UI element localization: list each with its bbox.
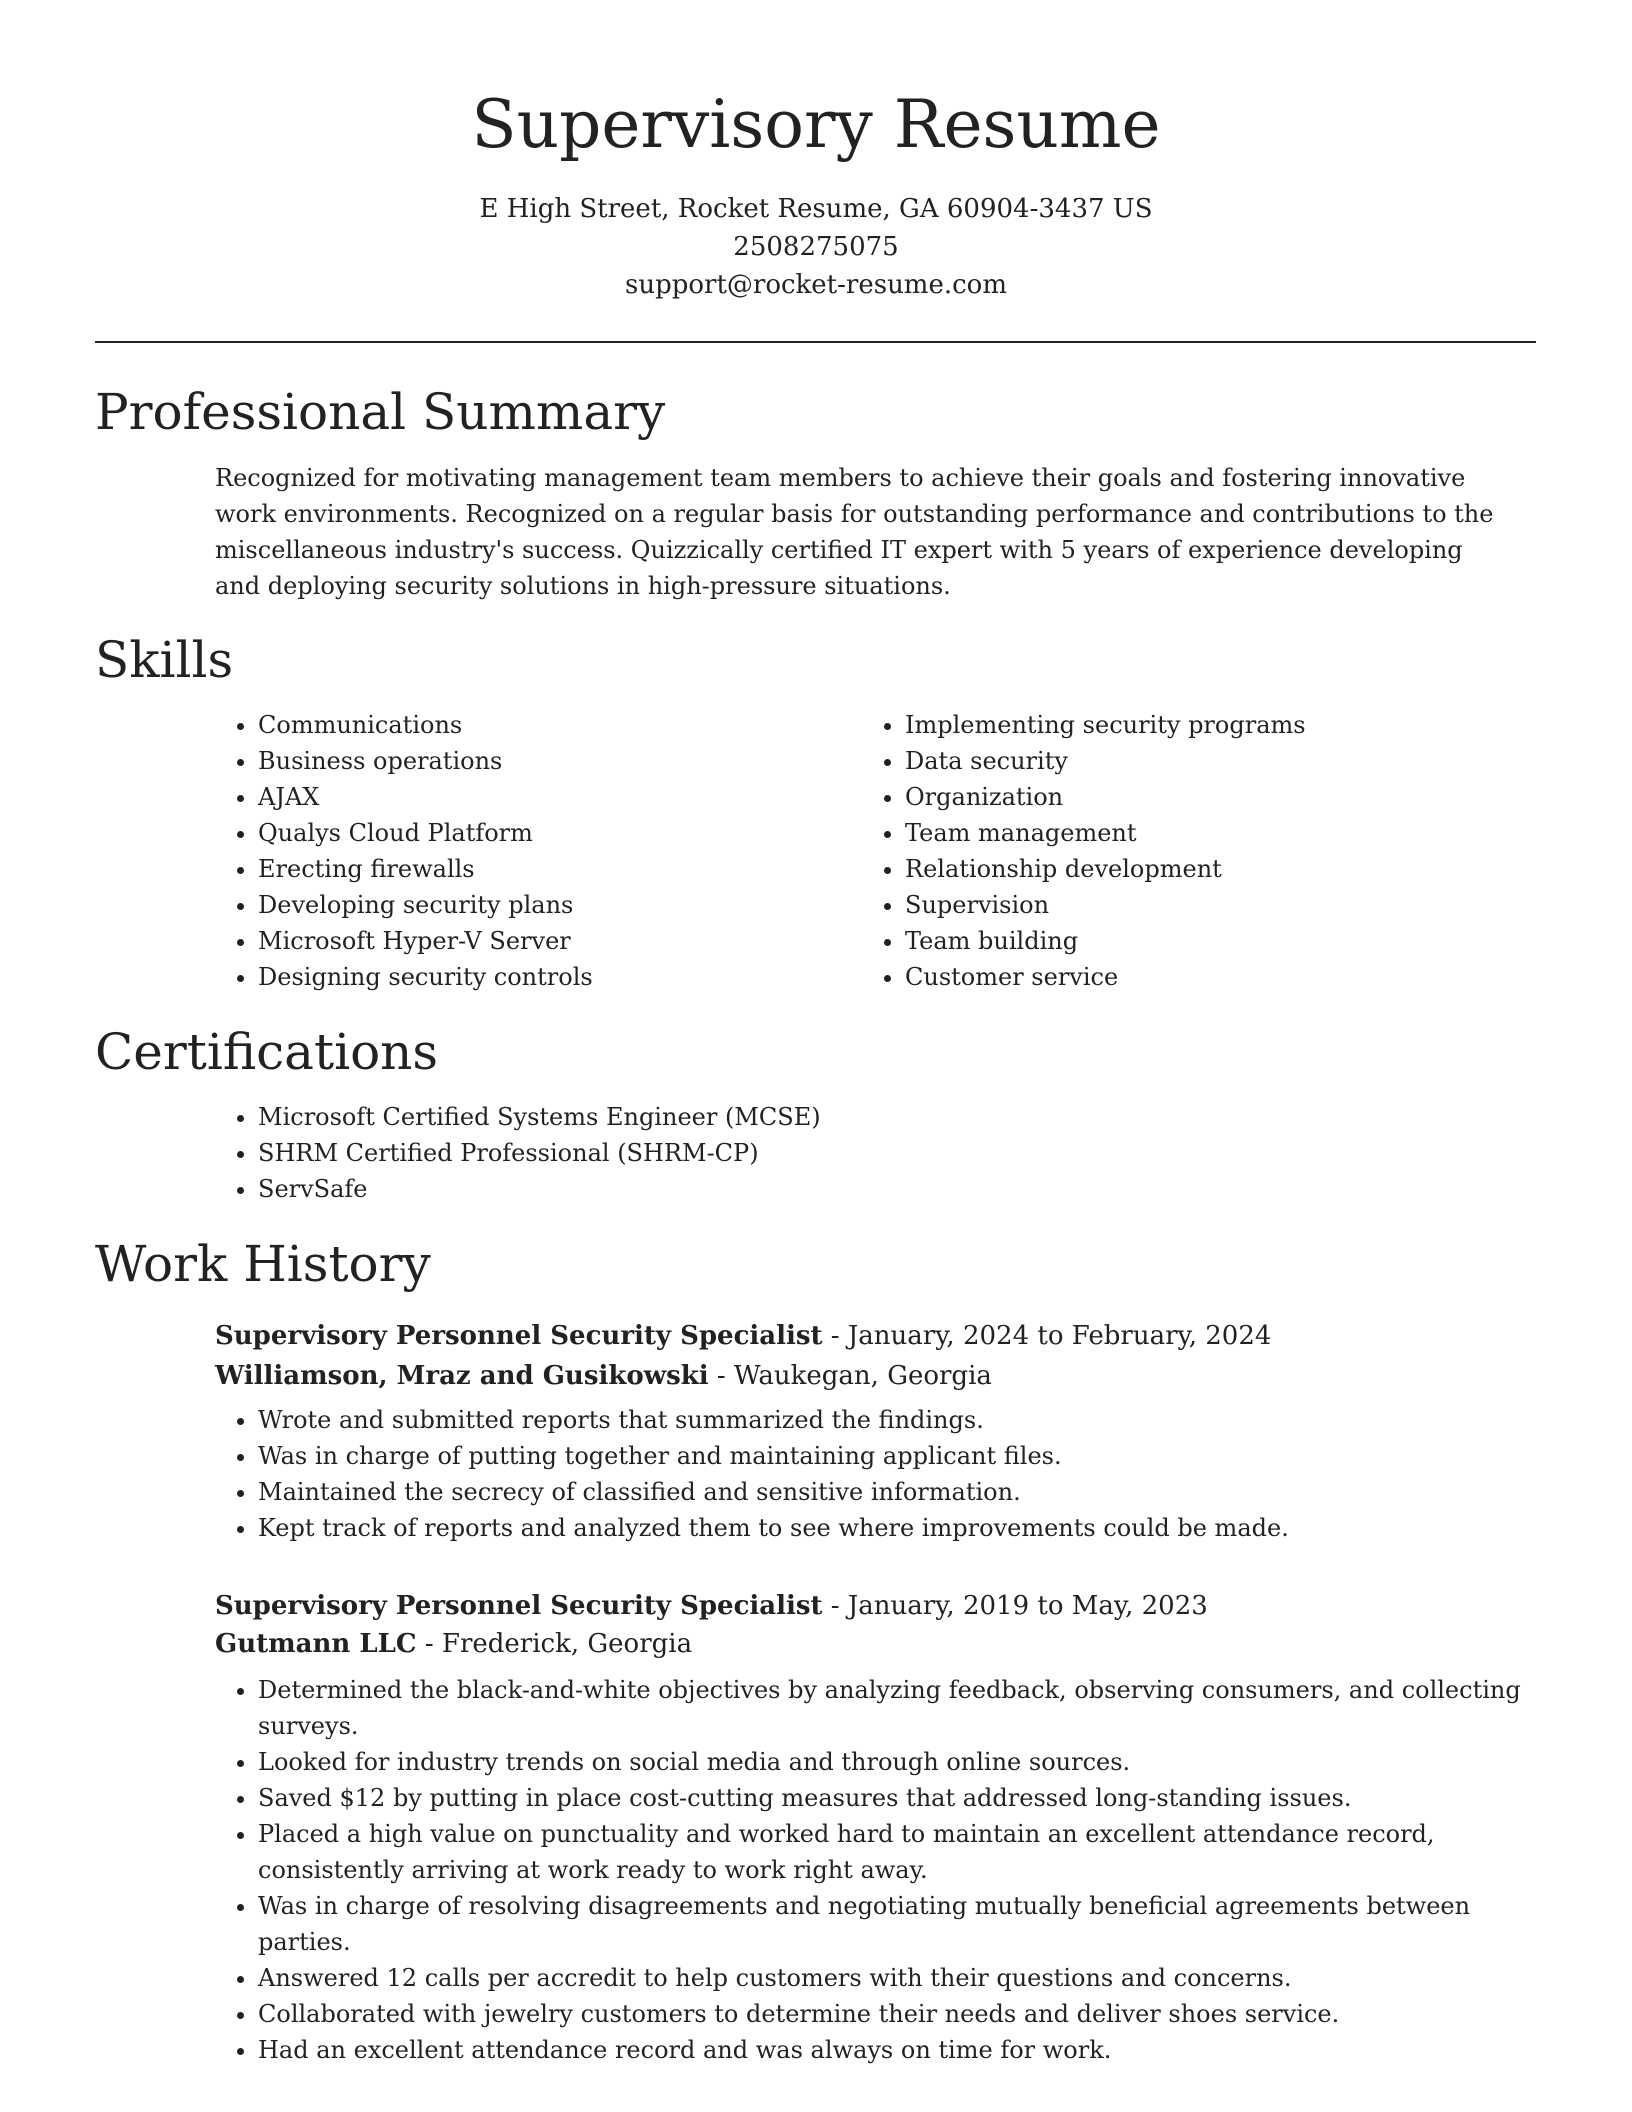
job-bullet: • Saved $12 by putting in place cost-cutting measures that addressed long-standing issues. bbox=[258, 1780, 1558, 1816]
job-title: Supervisory Personnel Security Specialist bbox=[215, 1591, 823, 1621]
job-bullet: • Had an excellent attendance record and was always on time for work. bbox=[258, 2032, 1558, 2068]
header-divider bbox=[95, 341, 1536, 343]
skill-item: • Erecting firewalls bbox=[258, 851, 818, 887]
certification-item: • SHRM Certified Professional (SHRM-CP) bbox=[258, 1135, 1558, 1171]
job-dates: - January, 2019 to May, 2023 bbox=[822, 1591, 1208, 1621]
job-location: - Waukegan, Georgia bbox=[708, 1361, 992, 1391]
job-dates: - January, 2024 to February, 2024 bbox=[822, 1321, 1272, 1351]
job-company: Williamson, Mraz and Gusikowski bbox=[215, 1361, 709, 1391]
skill-item: • Communications bbox=[258, 707, 818, 743]
job-bullet: • Was in charge of putting together and maintaining applicant files. bbox=[258, 1438, 1578, 1474]
skill-item: • AJAX bbox=[258, 779, 818, 815]
job-bullet: • Answered 12 calls per accredit to help customers with their questions and concerns. bbox=[258, 1960, 1558, 1996]
summary-text: Recognized for motivating management team members to achieve their goals and fostering innovative work environments. Recognized on a regular basis for outstanding performance and contributions to the miscellaneous industry's success. Quizzically certified IT expert with 5 years of experience developing and deploying security solutions in high-pressure situations. bbox=[215, 464, 1494, 600]
job-title: Supervisory Personnel Security Specialist bbox=[215, 1321, 823, 1351]
skill-item: • Designing security controls bbox=[258, 959, 818, 995]
skill-item: • Implementing security programs bbox=[905, 707, 1545, 743]
job-company-line bbox=[215, 1624, 692, 1664]
certifications-list bbox=[214, 1099, 1558, 1207]
summary-heading: Professional Summary bbox=[95, 383, 666, 441]
skill-item: • Team management bbox=[905, 815, 1545, 851]
job-bullet: • Maintained the secrecy of classified and sensitive information. bbox=[258, 1474, 1578, 1510]
certifications-heading: Certifications bbox=[95, 1023, 439, 1081]
job-company: Gutmann LLC bbox=[215, 1629, 417, 1659]
skill-item: • Qualys Cloud Platform bbox=[258, 815, 818, 851]
skill-item: • Business operations bbox=[258, 743, 818, 779]
skills-list-right bbox=[861, 707, 1545, 995]
skill-item: • Supervision bbox=[905, 887, 1545, 923]
job-bullets bbox=[214, 1672, 1558, 2068]
skill-item: • Organization bbox=[905, 779, 1545, 815]
job-bullet: • Looked for industry trends on social media and through online sources. bbox=[258, 1744, 1558, 1780]
job-bullet: • Determined the black-and-white objectives by analyzing feedback, observing consumers, and collecting surveys. bbox=[258, 1672, 1558, 1744]
skill-item: • Customer service bbox=[905, 959, 1545, 995]
job-company-line bbox=[215, 1356, 992, 1396]
certification-item: • Microsoft Certified Systems Engineer (MCSE) bbox=[258, 1099, 1558, 1135]
job-bullet: • Placed a high value on punctuality and worked hard to maintain an excellent attendance record, consistently arriving at work ready to work right away. bbox=[258, 1816, 1558, 1888]
job-title-line bbox=[215, 1586, 1208, 1626]
work-history-heading: Work History bbox=[95, 1235, 431, 1293]
job-location: - Frederick, Georgia bbox=[416, 1629, 693, 1659]
contact-address: E High Street, Rocket Resume, GA 60904-3437 US bbox=[479, 194, 1153, 224]
skills-list-left bbox=[214, 707, 818, 995]
skill-item: • Data security bbox=[905, 743, 1545, 779]
resume-name: Supervisory Resume bbox=[471, 86, 1161, 163]
job-title-line bbox=[215, 1316, 1271, 1356]
job-bullet: • Wrote and submitted reports that summarized the findings. bbox=[258, 1402, 1578, 1438]
job-bullets bbox=[214, 1402, 1578, 1546]
job-bullet: • Collaborated with jewelry customers to determine their needs and deliver shoes service. bbox=[258, 1996, 1558, 2032]
job-bullet: • Kept track of reports and analyzed them to see where improvements could be made. bbox=[258, 1510, 1578, 1546]
skill-item: • Developing security plans bbox=[258, 887, 818, 923]
skill-item: • Relationship development bbox=[905, 851, 1545, 887]
job-bullet: • Was in charge of resolving disagreements and negotiating mutually beneficial agreements between parties. bbox=[258, 1888, 1558, 1960]
skill-item: • Microsoft Hyper-V Server bbox=[258, 923, 818, 959]
contact-phone: 2508275075 bbox=[733, 232, 899, 262]
skill-item: • Team building bbox=[905, 923, 1545, 959]
certification-item: • ServSafe bbox=[258, 1171, 1558, 1207]
skills-heading: Skills bbox=[95, 631, 234, 689]
contact-email: support@rocket-resume.com bbox=[624, 270, 1007, 300]
